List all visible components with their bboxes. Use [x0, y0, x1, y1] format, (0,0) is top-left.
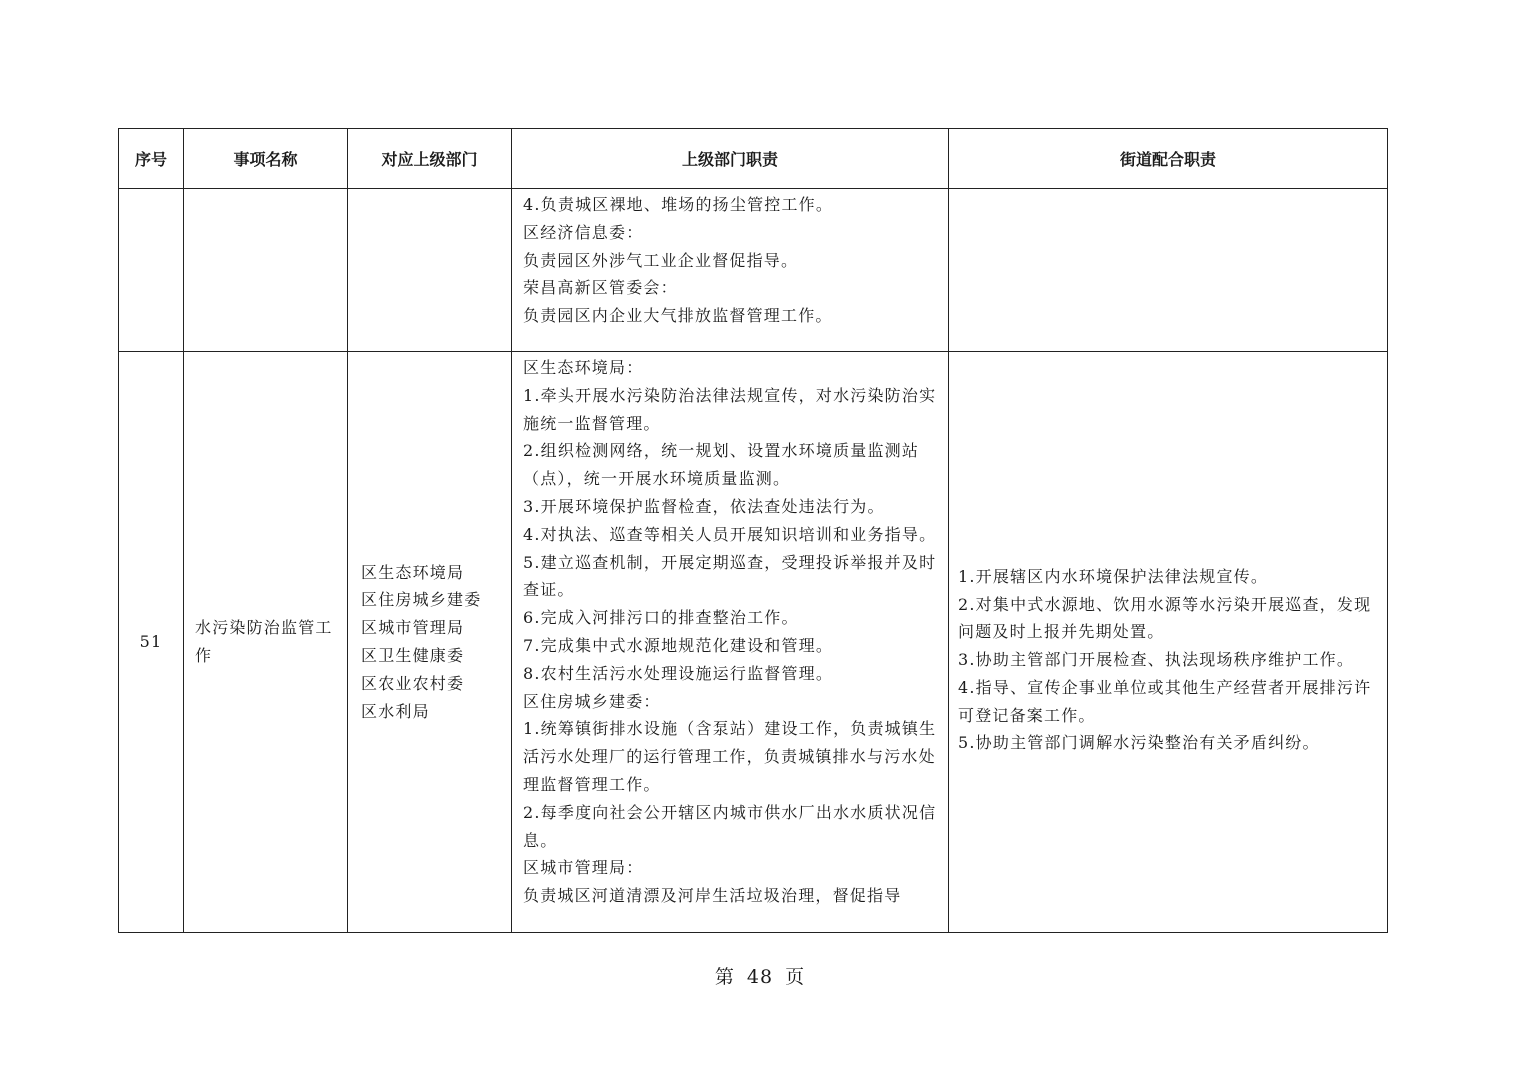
street-duty-line: 3.协助主管部门开展检查、执法现场秩序维护工作。 [958, 650, 1355, 670]
duty-text [512, 352, 948, 910]
cell-street [949, 352, 1388, 933]
cell-dept [348, 189, 512, 352]
dept-item: 区水利局 [361, 701, 430, 721]
dept-item: 区生态环境局 [361, 562, 465, 582]
item-name: 水污染防治监管工作 [195, 618, 333, 665]
duty-line: 负责园区内企业大气排放监督管理工作。 [523, 306, 833, 326]
page-footer [0, 962, 1520, 989]
cell-dept [348, 352, 512, 933]
table-header-row [119, 129, 1388, 189]
dept-list [348, 559, 511, 726]
duty-line: 荣昌高新区管委会： [523, 278, 678, 298]
duty-line: 区住房城乡建委： [523, 691, 661, 711]
page-number: 48 [746, 966, 774, 988]
street-duty-line: 2.对集中式水源地、饮用水源等水污染开展巡查，发现问题及时上报并先期处置。 [958, 594, 1372, 642]
cell-name [184, 352, 348, 933]
cell-no [119, 189, 184, 352]
duty-line: 7.完成集中式水源地规范化建设和管理。 [523, 635, 834, 655]
page-prefix: 第 [714, 966, 735, 988]
header-name: 事项名称 [184, 129, 348, 189]
cell-no [119, 352, 184, 933]
cell-duty [512, 189, 949, 352]
dept-item: 区卫生健康委 [361, 646, 465, 665]
street-duty-line: 1.开展辖区内水环境保护法律法规宣传。 [958, 566, 1269, 586]
table-row-51 [119, 352, 1388, 933]
duty-line: 4.对执法、巡查等相关人员开展知识培训和业务指导。 [523, 524, 937, 544]
duty-line: 5.建立巡查机制，开展定期巡查，受理投诉举报并及时查证。 [523, 552, 937, 600]
duty-line: 2.组织检测网络，统一规划、设置水环境质量监测站（点），统一开展水环境质量监测。 [523, 441, 920, 489]
duty-line: 1.统筹镇街排水设施（含泵站）建设工作，负责城镇生活污水处理厂的运行管理工作，负责城镇排水与污水处理监督管理工作。 [523, 719, 937, 794]
header-dept: 对应上级部门 [348, 129, 512, 189]
street-duty-line: 5.协助主管部门调解水污染整治有关矛盾纠纷。 [958, 733, 1320, 753]
duty-line: 2.每季度向社会公开辖区内城市供水厂出水水质状况信息。 [523, 802, 937, 850]
duty-line: 负责园区外涉气工业企业督促指导。 [523, 250, 799, 270]
row-number: 51 [139, 632, 163, 652]
header-duty: 上级部门职责 [512, 129, 949, 189]
street-duty-text [949, 527, 1387, 758]
page-suffix: 页 [785, 966, 806, 988]
duty-line: 8.农村生活污水处理设施运行监督管理。 [523, 663, 834, 683]
duty-text [512, 189, 948, 330]
dept-item: 区住房城乡建委 [361, 590, 482, 610]
duty-line: 负责城区河道清漂及河岸生活垃圾治理，督促指导 [523, 886, 902, 906]
duty-line: 区经济信息委： [523, 222, 644, 242]
duty-table [118, 128, 1388, 933]
table-row-continuation [119, 189, 1388, 352]
header-street: 街道配合职责 [949, 129, 1388, 189]
cell-duty [512, 352, 949, 933]
duty-line: 区城市管理局： [523, 858, 644, 878]
cell-street [949, 189, 1388, 352]
duty-line: 3.开展环境保护监督检查，依法查处违法行为。 [523, 496, 885, 516]
duty-line: 区生态环境局： [523, 358, 644, 377]
duty-line: 4.负责城区裸地、堆场的扬尘管控工作。 [523, 195, 834, 214]
dept-item: 区农业农村委 [361, 673, 465, 693]
street-duty-line: 4.指导、宣传企事业单位或其他生产经营者开展排污许可登记备案工作。 [958, 677, 1372, 725]
header-no: 序号 [119, 129, 184, 189]
duty-line: 6.完成入河排污口的排查整治工作。 [523, 608, 799, 628]
dept-item: 区城市管理局 [361, 618, 465, 638]
cell-name [184, 189, 348, 352]
duty-line: 1.牵头开展水污染防治法律法规宣传，对水污染防治实施统一监督管理。 [523, 385, 937, 433]
